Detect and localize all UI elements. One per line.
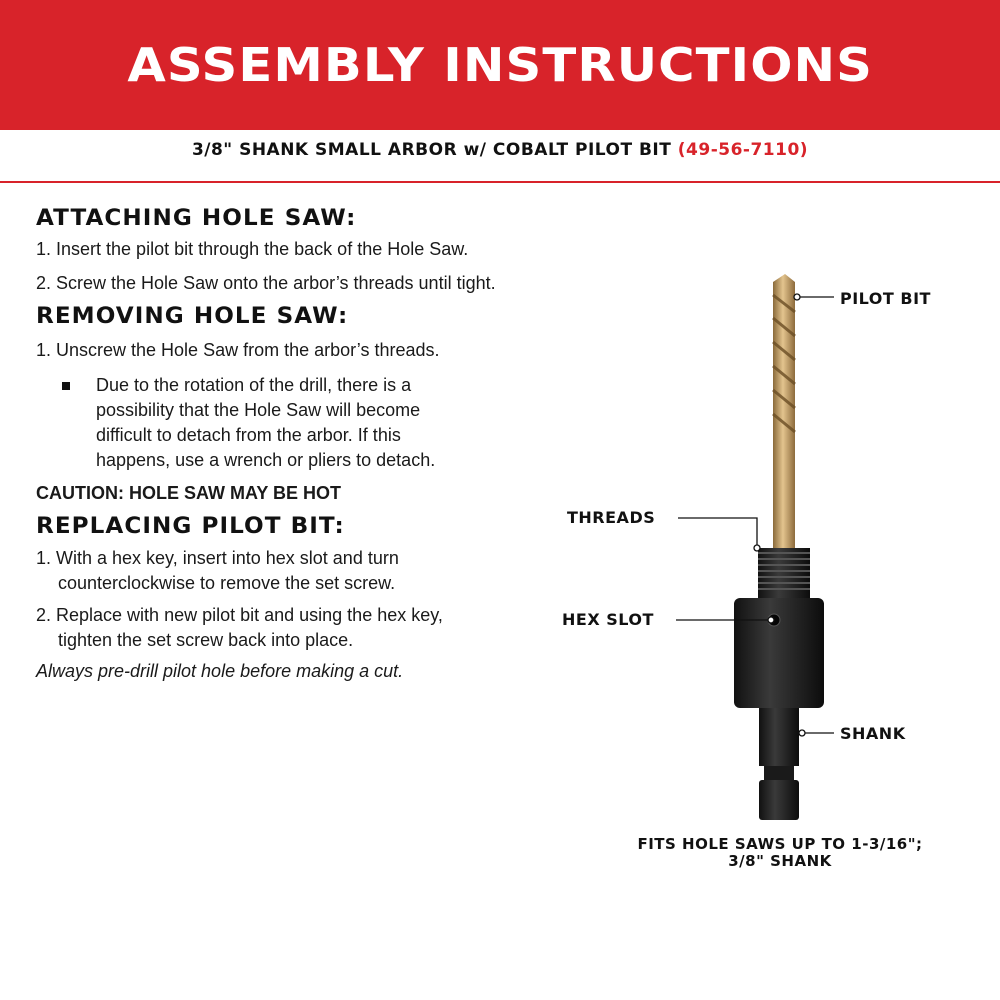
hex-slot-callout-dot xyxy=(768,617,774,623)
replacing-step-2-line1: 2. Replace with new pilot bit and using the hex key, xyxy=(36,605,443,625)
pilot-bit-label: PILOT BIT xyxy=(840,289,931,308)
product-name: 3/8" SHANK SMALL ARBOR w/ COBALT PILOT BIT xyxy=(191,140,672,160)
replacing-step-2-line2: tighten the set screw back into place. xyxy=(58,630,354,650)
threads-label: THREADS xyxy=(567,508,656,527)
shank xyxy=(759,708,799,820)
replacing-step-1-line1: 1. With a hex key, insert into hex slot and turn xyxy=(36,548,399,568)
replacing-step-1-line2: counterclockwise to remove the set screw. xyxy=(58,573,396,593)
shank-callout-dot xyxy=(799,730,805,736)
fit-spec-line2: 3/8" SHANK xyxy=(728,852,832,870)
bullet-line: difficult to detach from the arbor. If this xyxy=(96,425,401,445)
replacing-title: REPLACING PILOT BIT: xyxy=(36,514,345,539)
pilot-bit xyxy=(773,274,795,548)
bullet-line: possibility that the Hole Saw will become xyxy=(96,400,421,420)
attaching-title: ATTACHING HOLE SAW: xyxy=(36,206,357,231)
threads-callout xyxy=(678,518,757,548)
attaching-step-2: 2. Screw the Hole Saw onto the arbor’s threads until tight. xyxy=(36,273,496,293)
pilot-bit-callout-dot xyxy=(794,294,800,300)
removing-title: REMOVING HOLE SAW: xyxy=(36,304,349,329)
removing-step-1: 1. Unscrew the Hole Saw from the arbor’s threads. xyxy=(36,340,440,360)
fit-spec xyxy=(560,836,1000,870)
threads xyxy=(758,548,810,598)
page-title: ASSEMBLY INSTRUCTIONS xyxy=(127,38,873,92)
arbor-body xyxy=(734,598,824,708)
hex-slot-label: HEX SLOT xyxy=(562,610,654,629)
bullet-line: Due to the rotation of the drill, there is a xyxy=(96,375,412,395)
part-number: (49-56-7110) xyxy=(677,140,809,160)
threads-callout-dot xyxy=(754,545,760,551)
shank-label: SHANK xyxy=(840,724,906,743)
pre-drill-note: Always pre-drill pilot hole before making a cut. xyxy=(36,661,404,681)
attaching-step-1: 1. Insert the pilot bit through the back of the Hole Saw. xyxy=(36,239,469,259)
bullet-line: happens, use a wrench or pliers to detach. xyxy=(96,450,436,470)
caution-text: CAUTION: HOLE SAW MAY BE HOT xyxy=(36,483,342,503)
fit-spec-line1: FITS HOLE SAWS UP TO 1-3/16"; xyxy=(637,835,923,853)
